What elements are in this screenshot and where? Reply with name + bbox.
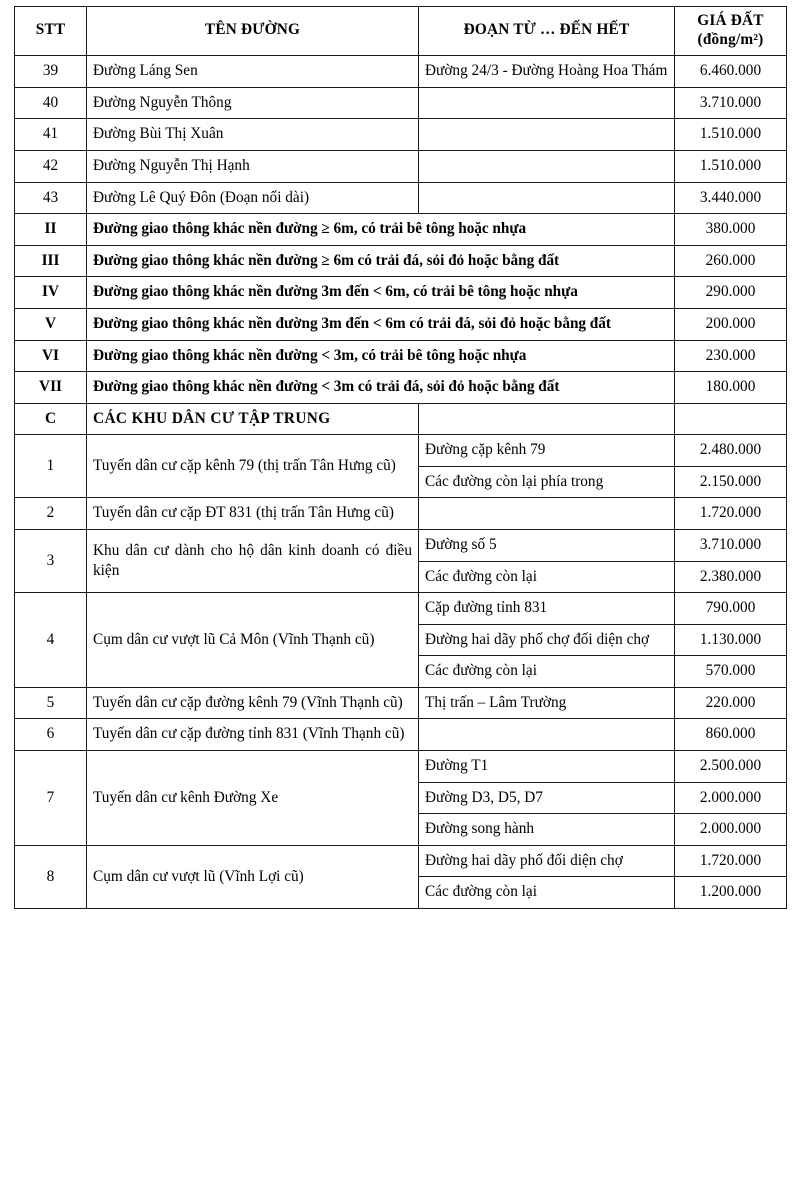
column-header-stt: STT [15,7,87,56]
cell-price: 180.000 [675,372,787,404]
cell-segment: Đường T1 [419,751,675,783]
table-row [15,687,787,719]
cell-price: 3.710.000 [675,87,787,119]
cell-stt: 2 [15,498,87,530]
column-header-street-name: TÊN ĐƯỜNG [87,7,419,56]
cell-stt: 1 [15,435,87,498]
cell-price: 2.500.000 [675,751,787,783]
table-row [15,277,787,309]
cell-stt: 3 [15,529,87,592]
price-header-main: GIÁ ĐẤT [697,12,764,29]
cell-street-name: Đường Lê Quý Đôn (Đoạn nối dài) [87,182,419,214]
cell-stt: 43 [15,182,87,214]
cell-price [675,403,787,435]
cell-price: 570.000 [675,656,787,688]
table-row [15,529,787,561]
cell-street-name: Đường Nguyễn Thông [87,87,419,119]
cell-segment: Đường song hành [419,814,675,846]
table-row [15,182,787,214]
cell-segment: Cặp đường tỉnh 831 [419,593,675,625]
cell-stt: 39 [15,56,87,88]
cell-price: 230.000 [675,340,787,372]
cell-segment [419,182,675,214]
cell-street-name: Khu dân cư dành cho hộ dân kinh doanh có điều kiện [87,529,419,592]
cell-price: 1.720.000 [675,845,787,877]
cell-price: 220.000 [675,687,787,719]
cell-stt: 8 [15,845,87,908]
cell-street-name: Cụm dân cư vượt lũ (Vĩnh Lợi cũ) [87,845,419,908]
table-row [15,719,787,751]
cell-stt: V [15,308,87,340]
cell-price: 1.200.000 [675,877,787,909]
cell-segment [419,119,675,151]
cell-price: 290.000 [675,277,787,309]
cell-price: 1.130.000 [675,624,787,656]
cell-price: 1.510.000 [675,119,787,151]
cell-street-name: Cụm dân cư vượt lũ Cả Môn (Vĩnh Thạnh cũ) [87,593,419,688]
cell-segment: Thị trấn – Lâm Trường [419,687,675,719]
cell-segment: Đường cặp kênh 79 [419,435,675,467]
cell-street-name: Đường giao thông khác nền đường ≥ 6m, có trải bê tông hoặc nhựa [87,214,675,246]
header-row [15,7,787,56]
table-row [15,340,787,372]
cell-price: 2.000.000 [675,782,787,814]
cell-price: 2.380.000 [675,561,787,593]
cell-street-name: Tuyến dân cư cặp đường kênh 79 (Vĩnh Thạnh cũ) [87,687,419,719]
table-row [15,56,787,88]
cell-stt: II [15,214,87,246]
cell-street-name: Đường giao thông khác nền đường 3m đến < 6m có trải đá, sỏi đỏ hoặc bằng đất [87,308,675,340]
cell-stt: C [15,403,87,435]
price-header-unit: (đồng/m²) [697,30,764,48]
cell-street-name: Đường Bùi Thị Xuân [87,119,419,151]
cell-street-name: Tuyến dân cư cặp ĐT 831 (thị trấn Tân Hưng cũ) [87,498,419,530]
cell-stt: VII [15,372,87,404]
cell-price: 2.000.000 [675,814,787,846]
cell-street-name: Đường Láng Sen [87,56,419,88]
cell-group-title: CÁC KHU DÂN CƯ TẬP TRUNG [87,403,419,435]
cell-street-name: Tuyến dân cư kênh Đường Xe [87,751,419,846]
cell-segment: Đường D3, D5, D7 [419,782,675,814]
cell-segment: Đường 24/3 - Đường Hoàng Hoa Thám [419,56,675,88]
table-row [15,372,787,404]
cell-street-name: Tuyến dân cư cặp đường tỉnh 831 (Vĩnh Thạnh cũ) [87,719,419,751]
cell-segment: Các đường còn lại [419,656,675,688]
cell-street-name: Đường giao thông khác nền đường < 3m, có trải bê tông hoặc nhựa [87,340,675,372]
cell-segment: Đường hai dãy phố đối diện chợ [419,845,675,877]
cell-stt: 4 [15,593,87,688]
cell-price: 2.480.000 [675,435,787,467]
cell-stt: 42 [15,151,87,183]
cell-street-name: Đường giao thông khác nền đường ≥ 6m có trải đá, sỏi đỏ hoặc bằng đất [87,245,675,277]
cell-segment: Đường số 5 [419,529,675,561]
table-row [15,119,787,151]
cell-stt: 7 [15,751,87,846]
table-row [15,751,787,783]
table-row [15,214,787,246]
cell-price: 200.000 [675,308,787,340]
column-header-segment: ĐOẠN TỪ … ĐẾN HẾT [419,7,675,56]
cell-stt: III [15,245,87,277]
table-row [15,593,787,625]
table-row [15,151,787,183]
cell-price: 6.460.000 [675,56,787,88]
cell-segment [419,403,675,435]
cell-price: 1.720.000 [675,498,787,530]
cell-segment [419,151,675,183]
cell-price: 860.000 [675,719,787,751]
table-row [15,245,787,277]
cell-price: 790.000 [675,593,787,625]
cell-price: 3.440.000 [675,182,787,214]
cell-segment [419,719,675,751]
land-price-table [14,6,787,909]
cell-stt: 6 [15,719,87,751]
cell-stt: 5 [15,687,87,719]
cell-price: 3.710.000 [675,529,787,561]
table-body [15,56,787,909]
cell-stt: IV [15,277,87,309]
table-row [15,308,787,340]
column-header-price [675,7,787,56]
table-row [15,845,787,877]
cell-segment: Các đường còn lại [419,561,675,593]
cell-segment: Các đường còn lại phía trong [419,466,675,498]
cell-price: 1.510.000 [675,151,787,183]
table-header [15,7,787,56]
cell-stt: 41 [15,119,87,151]
cell-segment: Đường hai dãy phố chợ đối diện chợ [419,624,675,656]
cell-stt: VI [15,340,87,372]
cell-street-name: Đường giao thông khác nền đường 3m đến < 6m, có trải bê tông hoặc nhựa [87,277,675,309]
cell-segment [419,498,675,530]
cell-street-name: Đường Nguyễn Thị Hạnh [87,151,419,183]
cell-street-name: Tuyến dân cư cặp kênh 79 (thị trấn Tân Hưng cũ) [87,435,419,498]
table-row [15,87,787,119]
cell-segment [419,87,675,119]
table-row [15,498,787,530]
cell-price: 260.000 [675,245,787,277]
cell-street-name: Đường giao thông khác nền đường < 3m có trải đá, sỏi đỏ hoặc bằng đất [87,372,675,404]
cell-price: 380.000 [675,214,787,246]
cell-stt: 40 [15,87,87,119]
table-row [15,435,787,467]
table-row [15,403,787,435]
cell-segment: Các đường còn lại [419,877,675,909]
cell-price: 2.150.000 [675,466,787,498]
